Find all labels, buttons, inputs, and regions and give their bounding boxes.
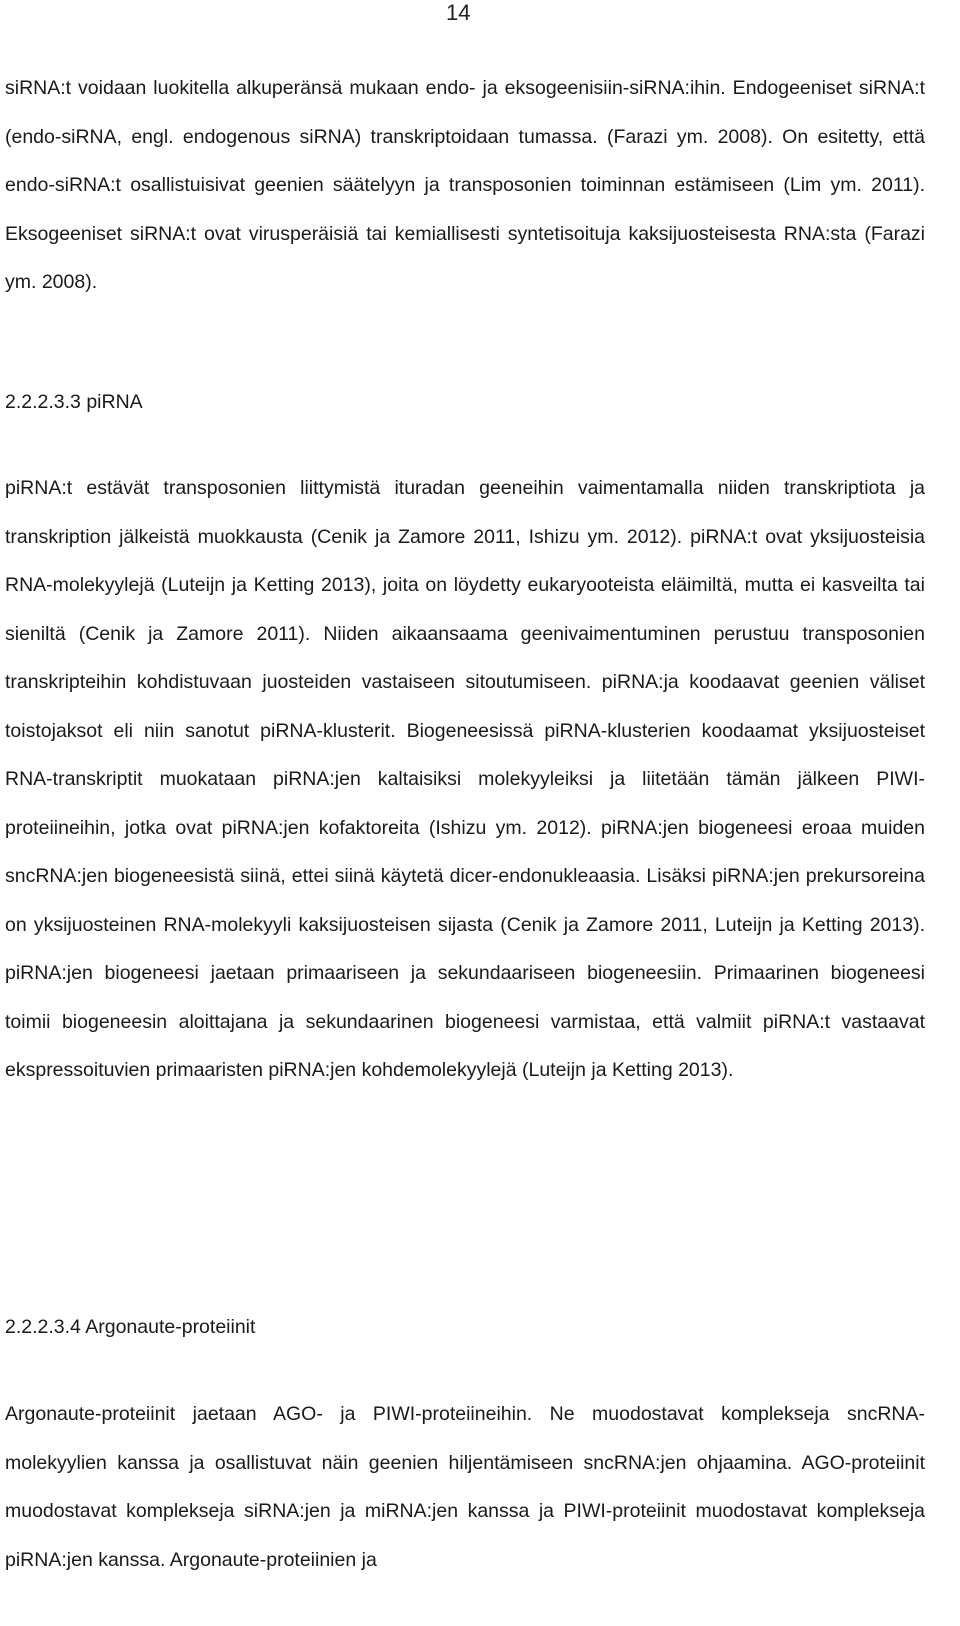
section-heading-argonaute: 2.2.2.3.4 Argonaute-proteiinit — [5, 1316, 256, 1338]
paragraph-argonaute: Argonaute-proteiinit jaetaan AGO- ja PIWI-proteiineihin. Ne muodostavat komplekseja sncRNA-molekyylien kanssa ja osallistuvat näin geenien hiljentämiseen sncRNA:jen ohjaamina. AGO-proteiinit muodostavat komplekseja siRNA:jen ja miRNA:jen kanssa ja PIWI-proteiinit muodostavat komplekseja piRNA:jen kanssa. Argonaute-proteiinien ja — [5, 1403, 925, 1571]
section-heading-pirna: 2.2.2.3.3 piRNA — [5, 391, 143, 413]
paragraph-pirna: piRNA:t estävät transposonien liittymistä ituradan geeneihin vaimentamalla niiden transkriptiota ja transkription jälkeistä muokkausta (Cenik ja Zamore 2011, Ishizu ym. 2012). piRNA:t ovat yksijuosteisia RNA-molekyylejä (Luteijn ja Ketting 2013), joita on löydetty eukaryooteista eläimiltä, mutta ei kasveilta tai sieniltä (Cenik ja Zamore 2011). Niiden aikaansaama geenivaimentuminen perustuu transposonien transkripteihin kohdistuvaan juosteiden vastaiseen sitoutumiseen. piRNA:ja koodaavat geenien väliset toistojaksot eli niin sanotut piRNA-klusterit. Biogeneesissä piRNA-klusterien koodaamat yksijuosteiset RNA-transkriptit muokataan piRNA:jen kaltaisiksi molekyyleiksi ja liitetään tämän jälkeen PIWI-proteiineihin, jotka ovat piRNA:jen kofaktoreita (Ishizu ym. 2012). piRNA:jen biogeneesi eroaa muiden sncRNA:jen biogeneesistä siinä, ettei siinä käytetä dicer-endonukleaasia. Lisäksi piRNA:jen prekursoreina on yksijuosteinen RNA-molekyyli kaksijuosteisen sijasta (Cenik ja Zamore 2011, Luteijn ja Ketting 2013). piRNA:jen biogeneesi jaetaan primaariseen ja sekundaariseen biogeneesiin. Primaarinen biogeneesi toimii biogeneesin aloittajana ja sekundaarinen biogeneesi varmistaa, että valmiit piRNA:t vastaavat ekspressoituvien primaaristen piRNA:jen kohdemolekyylejä (Luteijn ja Ketting 2013). — [5, 477, 925, 1081]
page-number: 14 — [446, 0, 471, 25]
paragraph-sirna-origin: siRNA:t voidaan luokitella alkuperänsä mukaan endo- ja eksogeenisiin-siRNA:ihin. Endogeeniset siRNA:t (endo-siRNA, engl. endogenous siRNA) transkriptoidaan tumassa. (Farazi ym. 2008). On esitetty, että endo-siRNA:t osallistuisivat geenien säätelyyn ja transposonien toiminnan estämiseen (Lim ym. 2011). Eksogeeniset siRNA:t ovat virusperäisiä tai kemiallisesti syntetisoituja kaksijuosteisesta RNA:sta (Farazi ym. 2008). — [5, 77, 925, 293]
